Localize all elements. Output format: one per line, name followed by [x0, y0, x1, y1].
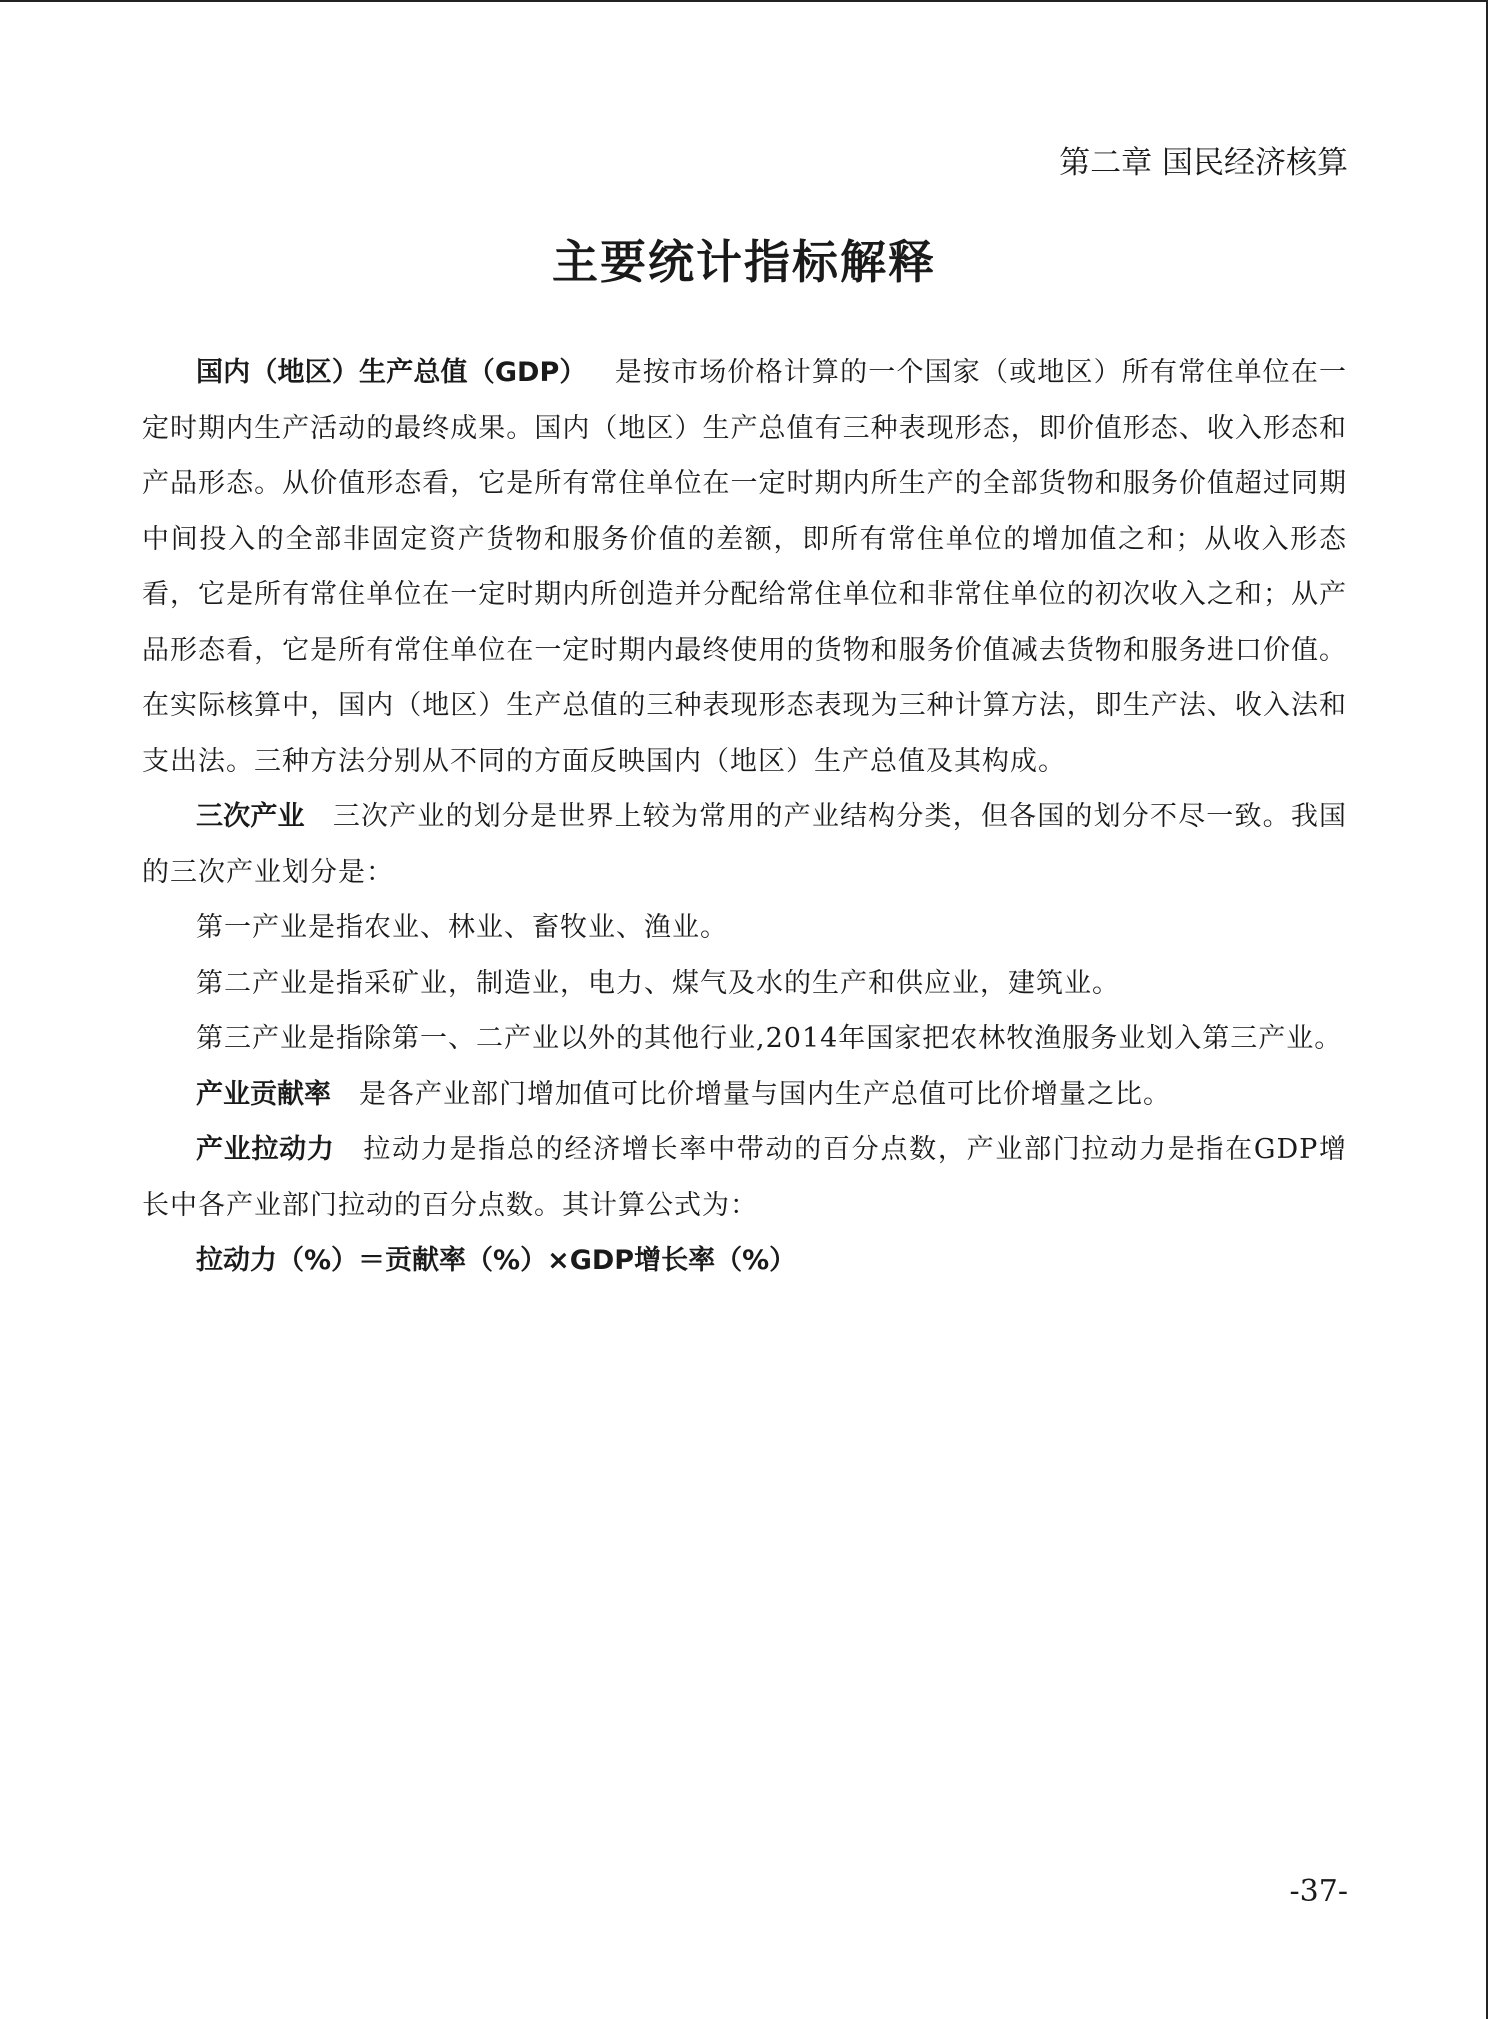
chapter-header: 第二章 国民经济核算	[1059, 145, 1348, 181]
definition-tertiary-industry: 第三产业是指除第一、二产业以外的其他行业,2014年国家把农林牧渔服务业划入第三产业。	[196, 1023, 1343, 1054]
paragraph-three-industries	[142, 789, 1347, 900]
paragraph-primary-industry	[142, 900, 1347, 956]
paragraph-secondary-industry	[142, 956, 1347, 1012]
formula: 拉动力（%）＝贡献率（%）×GDP增长率（%）	[196, 1245, 797, 1276]
term-pull-force: 产业拉动力	[196, 1134, 335, 1165]
page-number: -37-	[1289, 1874, 1348, 1909]
term-gdp: 国内（地区）生产总值（GDP）	[196, 357, 587, 388]
term-three-industries: 三次产业	[196, 801, 305, 832]
definition-contribution-rate: 是各产业部门增加值可比价增量与国内生产总值可比价增量之比。	[359, 1078, 1171, 1110]
paragraph-gdp	[142, 345, 1347, 789]
page-title: 主要统计指标解释	[552, 235, 936, 289]
paragraph-tertiary-industry	[142, 1011, 1347, 1067]
paragraph-pull-force	[142, 1122, 1347, 1233]
paragraph-contribution-rate	[142, 1067, 1347, 1123]
definition-secondary-industry: 第二产业是指采矿业，制造业，电力、煤气及水的生产和供应业，建筑业。	[196, 967, 1120, 999]
definition-three-industries: 三次产业的划分是世界上较为常用的产业结构分类，但各国的划分不尽一致。我国的三次产业划分是：	[142, 801, 1348, 888]
paragraph-formula	[142, 1233, 1347, 1289]
term-contribution-rate: 产业贡献率	[196, 1078, 331, 1110]
document-body	[142, 345, 1347, 1289]
definition-gdp: 是按市场价格计算的一个国家（或地区）所有常住单位在一定时期内生产活动的最终成果。国内（地区）生产总值有三种表现形态，即价值形态、收入形态和产品形态。从价值形态看，它是所有常住单位在一定时期内所生产的全部货物和服务价值超过同期中间投入的全部非固定资产货物和服务价值的差额，即所有常住单位的增加值之和；从收入形态看，它是所有常住单位在一定时期内所创造并分配给常住单位和非常住单位的初次收入之和；从产品形态看，它是所有常住单位在一定时期内最终使用的货物和服务价值减去货物和服务进口价值。在实际核算中，国内（地区）生产总值的三种表现形态表现为三种计算方法，即生产法、收入法和支出法。三种方法分别从不同的方面反映国内（地区）生产总值及其构成。	[142, 357, 1347, 777]
definition-primary-industry: 第一产业是指农业、林业、畜牧业、渔业。	[196, 912, 728, 943]
definition-pull-force: 拉动力是指总的经济增长率中带动的百分点数，产业部门拉动力是指在GDP增长中各产业部门拉动的百分点数。其计算公式为：	[142, 1134, 1347, 1221]
top-border-rule	[0, 0, 1488, 2]
